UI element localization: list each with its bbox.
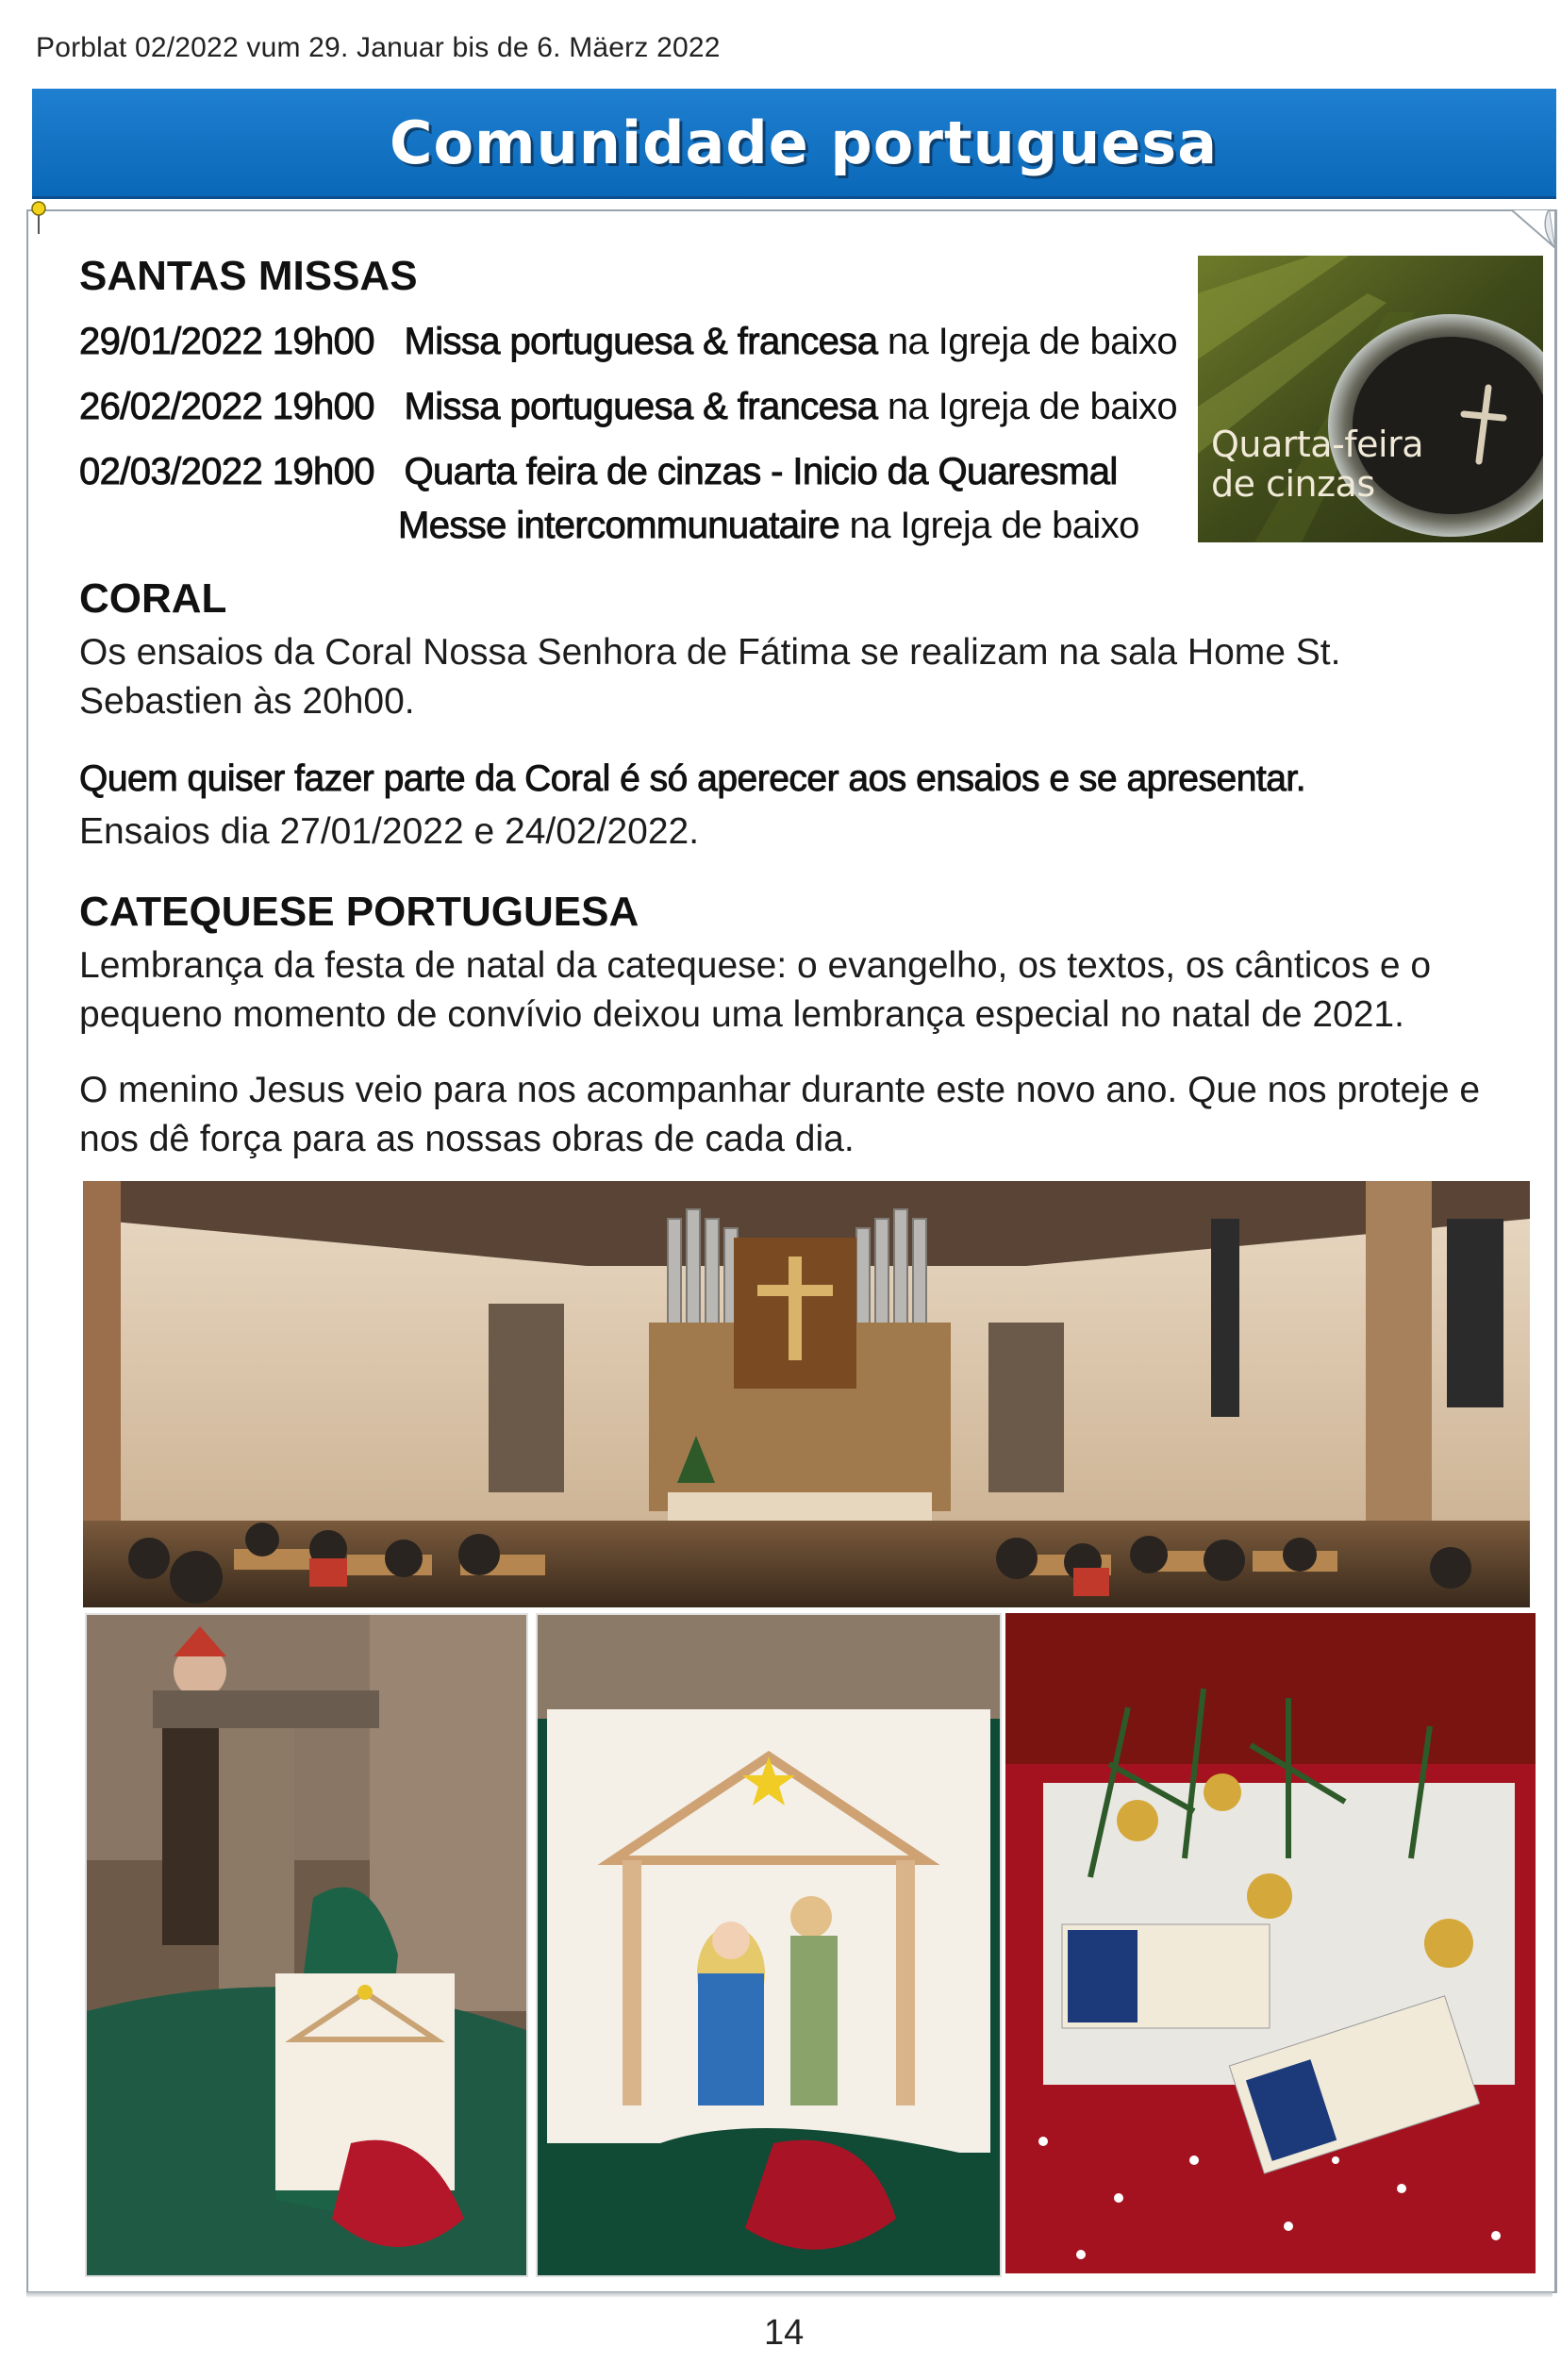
- mass-place: na Igreja de baixo: [877, 386, 1178, 427]
- mass-event: Missa portuguesa & francesa: [404, 321, 878, 362]
- mass-row: [79, 451, 1118, 493]
- catequese-text-line: O menino Jesus veio para nos acompanhar durante este novo ano. Que nos proteje e: [79, 1070, 1481, 1110]
- santas-missas-heading: SANTAS MISSAS: [79, 253, 418, 299]
- catequese-text-line: Lembrança da festa de natal da catequese: o evangelho, os textos, os cânticos e o: [79, 945, 1432, 986]
- mass-date: 26/02/2022 19h00: [79, 386, 374, 427]
- section-banner: [32, 89, 1556, 199]
- mass-row: [79, 321, 1177, 363]
- mass-place: na Igreja de baixo: [839, 505, 1139, 546]
- coral-heading: CORAL: [79, 575, 227, 622]
- coral-text-line: Os ensaios da Coral Nossa Senhora de Fátima se realizam na sala Home St.: [79, 632, 1341, 673]
- pushpin-icon: [30, 200, 47, 238]
- catequese-heading: CATEQUESE PORTUGUESA: [79, 889, 639, 935]
- page-curl-icon: [1511, 209, 1554, 253]
- mass-row: [79, 386, 1177, 428]
- coral-rehearsal-dates: Ensaios dia 27/01/2022 e 24/02/2022.: [79, 811, 700, 852]
- pulpit-nativity-photo: [85, 1613, 528, 2277]
- mass-place: na Igreja de baixo: [877, 321, 1178, 362]
- coral-invitation: Quem quiser fazer parte da Coral é só aperecer aos ensaios e se apresentar.: [79, 758, 1306, 799]
- mass-event: Missa portuguesa & francesa: [404, 386, 878, 427]
- christmas-gifts-photo: [1005, 1613, 1536, 2273]
- mass-event: Messe intercommunuataire: [398, 505, 840, 546]
- ash-caption-line1: Quarta-feira: [1211, 424, 1424, 465]
- frame-shadow: [26, 2292, 1553, 2298]
- mass-date: 02/03/2022 19h00: [79, 451, 374, 492]
- mass-row: [398, 505, 1139, 547]
- church-interior-photo: [83, 1181, 1530, 1607]
- running-head: Porblat 02/2022 vum 29. Januar bis de 6. Mäerz 2022: [36, 32, 721, 63]
- page-number: 14: [764, 2313, 805, 2353]
- mass-date: 29/01/2022 19h00: [79, 321, 374, 362]
- ash-wednesday-image: [1198, 256, 1543, 542]
- ash-caption-line2: de cinzas: [1211, 463, 1375, 505]
- catequese-text-line: pequeno momento de convívio deixou uma lembrança especial no natal de 2021.: [79, 994, 1404, 1035]
- banner-title: Comunidade portuguesa: [389, 108, 1219, 177]
- mass-event: Quarta feira de cinzas - Inicio da Quaresmal: [404, 451, 1118, 492]
- nativity-drawing-photo: [536, 1613, 1002, 2277]
- coral-text-line: Sebastien às 20h00.: [79, 681, 415, 722]
- catequese-text-line: nos dê força para as nossas obras de cada dia.: [79, 1119, 855, 1159]
